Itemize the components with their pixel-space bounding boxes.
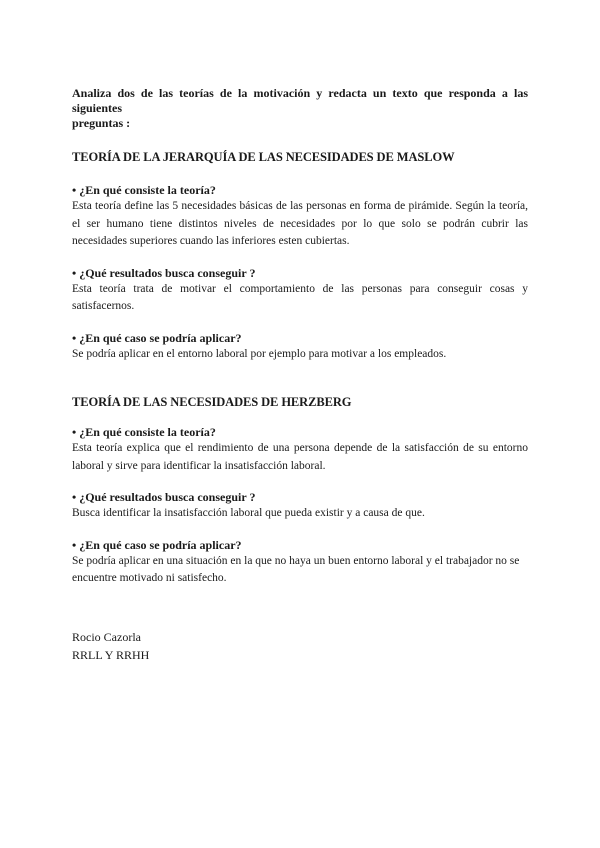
herzberg-question-2: • ¿Qué resultados busca conseguir ? xyxy=(72,490,256,504)
maslow-answer-3: Se podría aplicar en el entorno laboral por ejemplo para motivar a los empleados. xyxy=(72,347,447,360)
maslow-answer-2: Esta teoría trata de motivar el comportamiento de las personas para conseguir cosas y satisfacernos. xyxy=(72,282,528,312)
section-title-herzberg: TEORÍA DE LAS NECESIDADES DE HERZBERG xyxy=(72,395,352,409)
maslow-question-3: • ¿En qué caso se podría aplicar? xyxy=(72,330,242,345)
herzberg-question-1: • ¿En qué consiste la teoría? xyxy=(72,425,216,439)
maslow-question-1: • ¿En qué consiste la teoría? xyxy=(72,183,216,197)
maslow-question-2: • ¿Qué resultados busca conseguir ? xyxy=(72,265,256,280)
herzberg-answer-1: Esta teoría explica que el rendimiento de una persona depende de la satisfacción de su entorno laboral y sirve para identificar la insatisfacción laboral. xyxy=(72,442,528,472)
herzberg-answer-2: Busca identificar la insatisfacción laboral que pueda existir y a causa de que. xyxy=(72,507,425,519)
intro-line-2: preguntas : xyxy=(72,116,131,130)
maslow-answer-1: Esta teoría define las 5 necesidades básicas de las personas en forma de pirámide. Según la teoría, el ser humano tiene distintos niveles de necesidades por lo que solo se podrán cubrir las necesidades superiores cuando las inferiores esten cubiertas. xyxy=(72,200,528,247)
signature-course: RRLL Y RRHH xyxy=(72,647,150,662)
herzberg-answer-3: Se podría aplicar en una situación en la que no haya un buen entorno laboral y el trabajador no se encuentre motivado ni satisfecho. xyxy=(72,554,520,584)
herzberg-question-3: • ¿En qué caso se podría aplicar? xyxy=(72,537,242,552)
document-page xyxy=(72,86,528,664)
signature-name: Rocio Cazorla xyxy=(72,629,141,644)
section-title-maslow: TEORÍA DE LA JERARQUÍA DE LAS NECESIDADES DE MASLOW xyxy=(72,150,455,164)
intro-line-1: Analiza dos de las teorías de la motivación y redacta un texto que responda a las siguientes xyxy=(72,86,528,115)
